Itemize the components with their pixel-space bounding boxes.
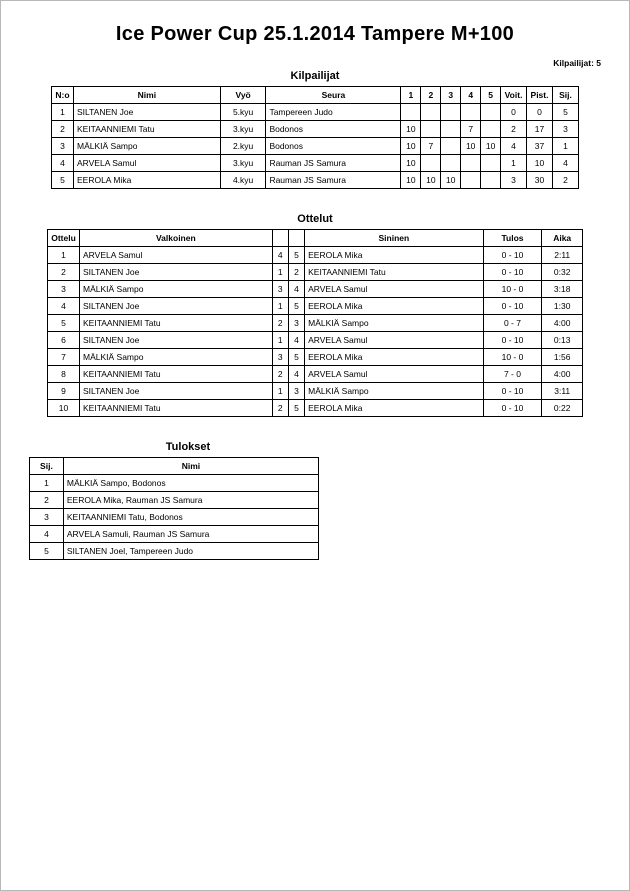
column-header-blue-no [288,230,304,247]
cell-white-no: 2 [272,366,288,383]
cell-m1: 10 [401,172,421,189]
cell-blue-no: 3 [288,383,304,400]
cell-rank: 3 [553,121,579,138]
cell-blue-no: 5 [288,247,304,264]
cell-m1: 10 [401,121,421,138]
cell-no: 2 [52,121,74,138]
cell-no: 3 [52,138,74,155]
cell-m1: 10 [401,138,421,155]
table-row [52,121,579,138]
cell-wins: 4 [501,138,527,155]
table-header-row [30,458,319,475]
cell-white: KEITAANNIEMI Tatu [80,315,273,332]
cell-white-no: 1 [272,298,288,315]
cell-blue-no: 3 [288,315,304,332]
cell-m3 [441,155,461,172]
matches-table [47,229,583,417]
cell-no: 1 [52,104,74,121]
cell-blue: MÄLKIÄ Sampo [305,383,483,400]
cell-rank: 1 [30,475,64,492]
cell-points: 30 [527,172,553,189]
cell-result: 0 - 10 [483,247,542,264]
cell-result: 0 - 10 [483,383,542,400]
table-row [30,543,319,560]
cell-white: KEITAANNIEMI Tatu [80,366,273,383]
cell-white: SILTANEN Joe [80,383,273,400]
cell-time: 1:56 [542,349,583,366]
cell-m2 [421,155,441,172]
column-header-match-no: Ottelu [48,230,80,247]
cell-wins: 0 [501,104,527,121]
table-row [48,298,583,315]
table-header-row [52,87,579,104]
cell-blue: EEROLA Mika [305,400,483,417]
table-row [30,509,319,526]
matches-section-title: Ottelut [297,213,333,225]
cell-name: MÄLKIÄ Sampo, Bodonos [63,475,318,492]
cell-m4 [461,172,481,189]
cell-belt: 5.kyu [220,104,266,121]
cell-match-no: 9 [48,383,80,400]
table-row [52,104,579,121]
table-row [48,247,583,264]
cell-white-no: 2 [272,315,288,332]
cell-result: 0 - 7 [483,315,542,332]
cell-result: 10 - 0 [483,349,542,366]
cell-match-no: 3 [48,281,80,298]
cell-blue-no: 4 [288,332,304,349]
cell-rank: 5 [553,104,579,121]
cell-blue: EEROLA Mika [305,298,483,315]
cell-blue: ARVELA Samul [305,281,483,298]
cell-no: 4 [52,155,74,172]
cell-club: Tampereen Judo [266,104,401,121]
cell-m4: 10 [461,138,481,155]
cell-blue: ARVELA Samul [305,332,483,349]
cell-m3 [441,104,461,121]
cell-rank: 2 [553,172,579,189]
cell-blue: KEITAANNIEMI Tatu [305,264,483,281]
cell-match-no: 1 [48,247,80,264]
cell-rank: 2 [30,492,64,509]
cell-white-no: 1 [272,332,288,349]
cell-m5 [481,104,501,121]
cell-white-no: 1 [272,383,288,400]
column-header-m2: 2 [421,87,441,104]
cell-match-no: 5 [48,315,80,332]
cell-white-no: 1 [272,264,288,281]
cell-name: MÄLKIÄ Sampo [73,138,220,155]
cell-blue-no: 4 [288,281,304,298]
cell-result: 0 - 10 [483,332,542,349]
cell-white: SILTANEN Joe [80,332,273,349]
table-row [48,332,583,349]
cell-no: 5 [52,172,74,189]
column-header-belt: Vyö [220,87,266,104]
cell-time: 3:18 [542,281,583,298]
results-section-title: Tulokset [165,441,211,453]
table-row [48,281,583,298]
column-header-m3: 3 [441,87,461,104]
cell-club: Bodonos [266,121,401,138]
column-header-m4: 4 [461,87,481,104]
column-header-club: Seura [266,87,401,104]
cell-name: KEITAANNIEMI Tatu [73,121,220,138]
cell-name: SILTANEN Joe [73,104,220,121]
cell-club: Rauman JS Samura [266,155,401,172]
cell-rank: 3 [30,509,64,526]
column-header-name: Nimi [63,458,318,475]
cell-belt: 4.kyu [220,172,266,189]
cell-m2: 10 [421,172,441,189]
results-table [29,457,319,560]
cell-m5: 10 [481,138,501,155]
cell-m5 [481,172,501,189]
table-row [48,400,583,417]
cell-points: 10 [527,155,553,172]
cell-m2 [421,104,441,121]
cell-rank: 4 [553,155,579,172]
cell-time: 2:11 [542,247,583,264]
table-row [48,366,583,383]
table-row [48,315,583,332]
cell-m1 [401,104,421,121]
page-title: Ice Power Cup 25.1.2014 Tampere M+100 [115,23,515,45]
cell-time: 4:00 [542,315,583,332]
cell-result: 0 - 10 [483,400,542,417]
cell-points: 0 [527,104,553,121]
cell-club: Bodonos [266,138,401,155]
cell-name: ARVELA Samuli, Rauman JS Samura [63,526,318,543]
column-header-white: Valkoinen [80,230,273,247]
cell-match-no: 2 [48,264,80,281]
cell-points: 17 [527,121,553,138]
table-row [30,475,319,492]
cell-wins: 3 [501,172,527,189]
cell-match-no: 6 [48,332,80,349]
column-header-name: Nimi [73,87,220,104]
cell-rank: 1 [553,138,579,155]
cell-white-no: 2 [272,400,288,417]
cell-match-no: 4 [48,298,80,315]
table-row [30,526,319,543]
cell-white: MÄLKIÄ Sampo [80,349,273,366]
cell-match-no: 10 [48,400,80,417]
cell-m2: 7 [421,138,441,155]
table-header-row [48,230,583,247]
cell-belt: 3.kyu [220,121,266,138]
cell-wins: 1 [501,155,527,172]
column-header-m5: 5 [481,87,501,104]
cell-belt: 3.kyu [220,155,266,172]
cell-time: 0:13 [542,332,583,349]
cell-wins: 2 [501,121,527,138]
cell-m4 [461,155,481,172]
cell-blue-no: 5 [288,349,304,366]
cell-result: 7 - 0 [483,366,542,383]
cell-points: 37 [527,138,553,155]
column-header-time: Aika [542,230,583,247]
cell-time: 3:11 [542,383,583,400]
cell-blue: MÄLKIÄ Sampo [305,315,483,332]
column-header-points: Pist. [527,87,553,104]
cell-blue-no: 5 [288,298,304,315]
column-header-rank: Sij. [30,458,64,475]
cell-time: 1:30 [542,298,583,315]
table-row [52,155,579,172]
cell-club: Rauman JS Samura [266,172,401,189]
cell-name: SILTANEN Joel, Tampereen Judo [63,543,318,560]
cell-white: ARVELA Samul [80,247,273,264]
cell-blue: EEROLA Mika [305,247,483,264]
table-row [48,264,583,281]
cell-time: 0:32 [542,264,583,281]
table-row [52,138,579,155]
cell-m4 [461,104,481,121]
cell-name: EEROLA Mika, Rauman JS Samura [63,492,318,509]
cell-m3 [441,121,461,138]
table-row [48,383,583,400]
cell-m4: 7 [461,121,481,138]
cell-time: 0:22 [542,400,583,417]
cell-m3: 10 [441,172,461,189]
column-header-rank: Sij. [553,87,579,104]
cell-m2 [421,121,441,138]
table-row [30,492,319,509]
cell-blue-no: 2 [288,264,304,281]
cell-white: SILTANEN Joe [80,264,273,281]
cell-m3 [441,138,461,155]
column-header-m1: 1 [401,87,421,104]
competitors-table [51,86,579,189]
cell-m1: 10 [401,155,421,172]
cell-m5 [481,121,501,138]
cell-white-no: 3 [272,349,288,366]
table-row [52,172,579,189]
cell-match-no: 7 [48,349,80,366]
cell-belt: 2.kyu [220,138,266,155]
column-header-no: N:o [52,87,74,104]
cell-white: SILTANEN Joe [80,298,273,315]
cell-name: EEROLA Mika [73,172,220,189]
cell-rank: 5 [30,543,64,560]
competitors-section-title: Kilpailijat [290,70,340,82]
column-header-wins: Voit. [501,87,527,104]
cell-time: 4:00 [542,366,583,383]
competitor-count: Kilpailijat: 5 [553,58,601,68]
cell-blue-no: 5 [288,400,304,417]
column-header-blue: Sininen [305,230,483,247]
cell-result: 0 - 10 [483,264,542,281]
cell-name: ARVELA Samul [73,155,220,172]
cell-blue-no: 4 [288,366,304,383]
cell-result: 10 - 0 [483,281,542,298]
cell-white-no: 3 [272,281,288,298]
cell-result: 0 - 10 [483,298,542,315]
cell-white: MÄLKIÄ Sampo [80,281,273,298]
cell-white: KEITAANNIEMI Tatu [80,400,273,417]
cell-match-no: 8 [48,366,80,383]
cell-name: KEITAANNIEMI Tatu, Bodonos [63,509,318,526]
table-row [48,349,583,366]
column-header-result: Tulos [483,230,542,247]
cell-rank: 4 [30,526,64,543]
cell-blue: ARVELA Samul [305,366,483,383]
cell-white-no: 4 [272,247,288,264]
cell-m5 [481,155,501,172]
cell-blue: EEROLA Mika [305,349,483,366]
column-header-white-no [272,230,288,247]
